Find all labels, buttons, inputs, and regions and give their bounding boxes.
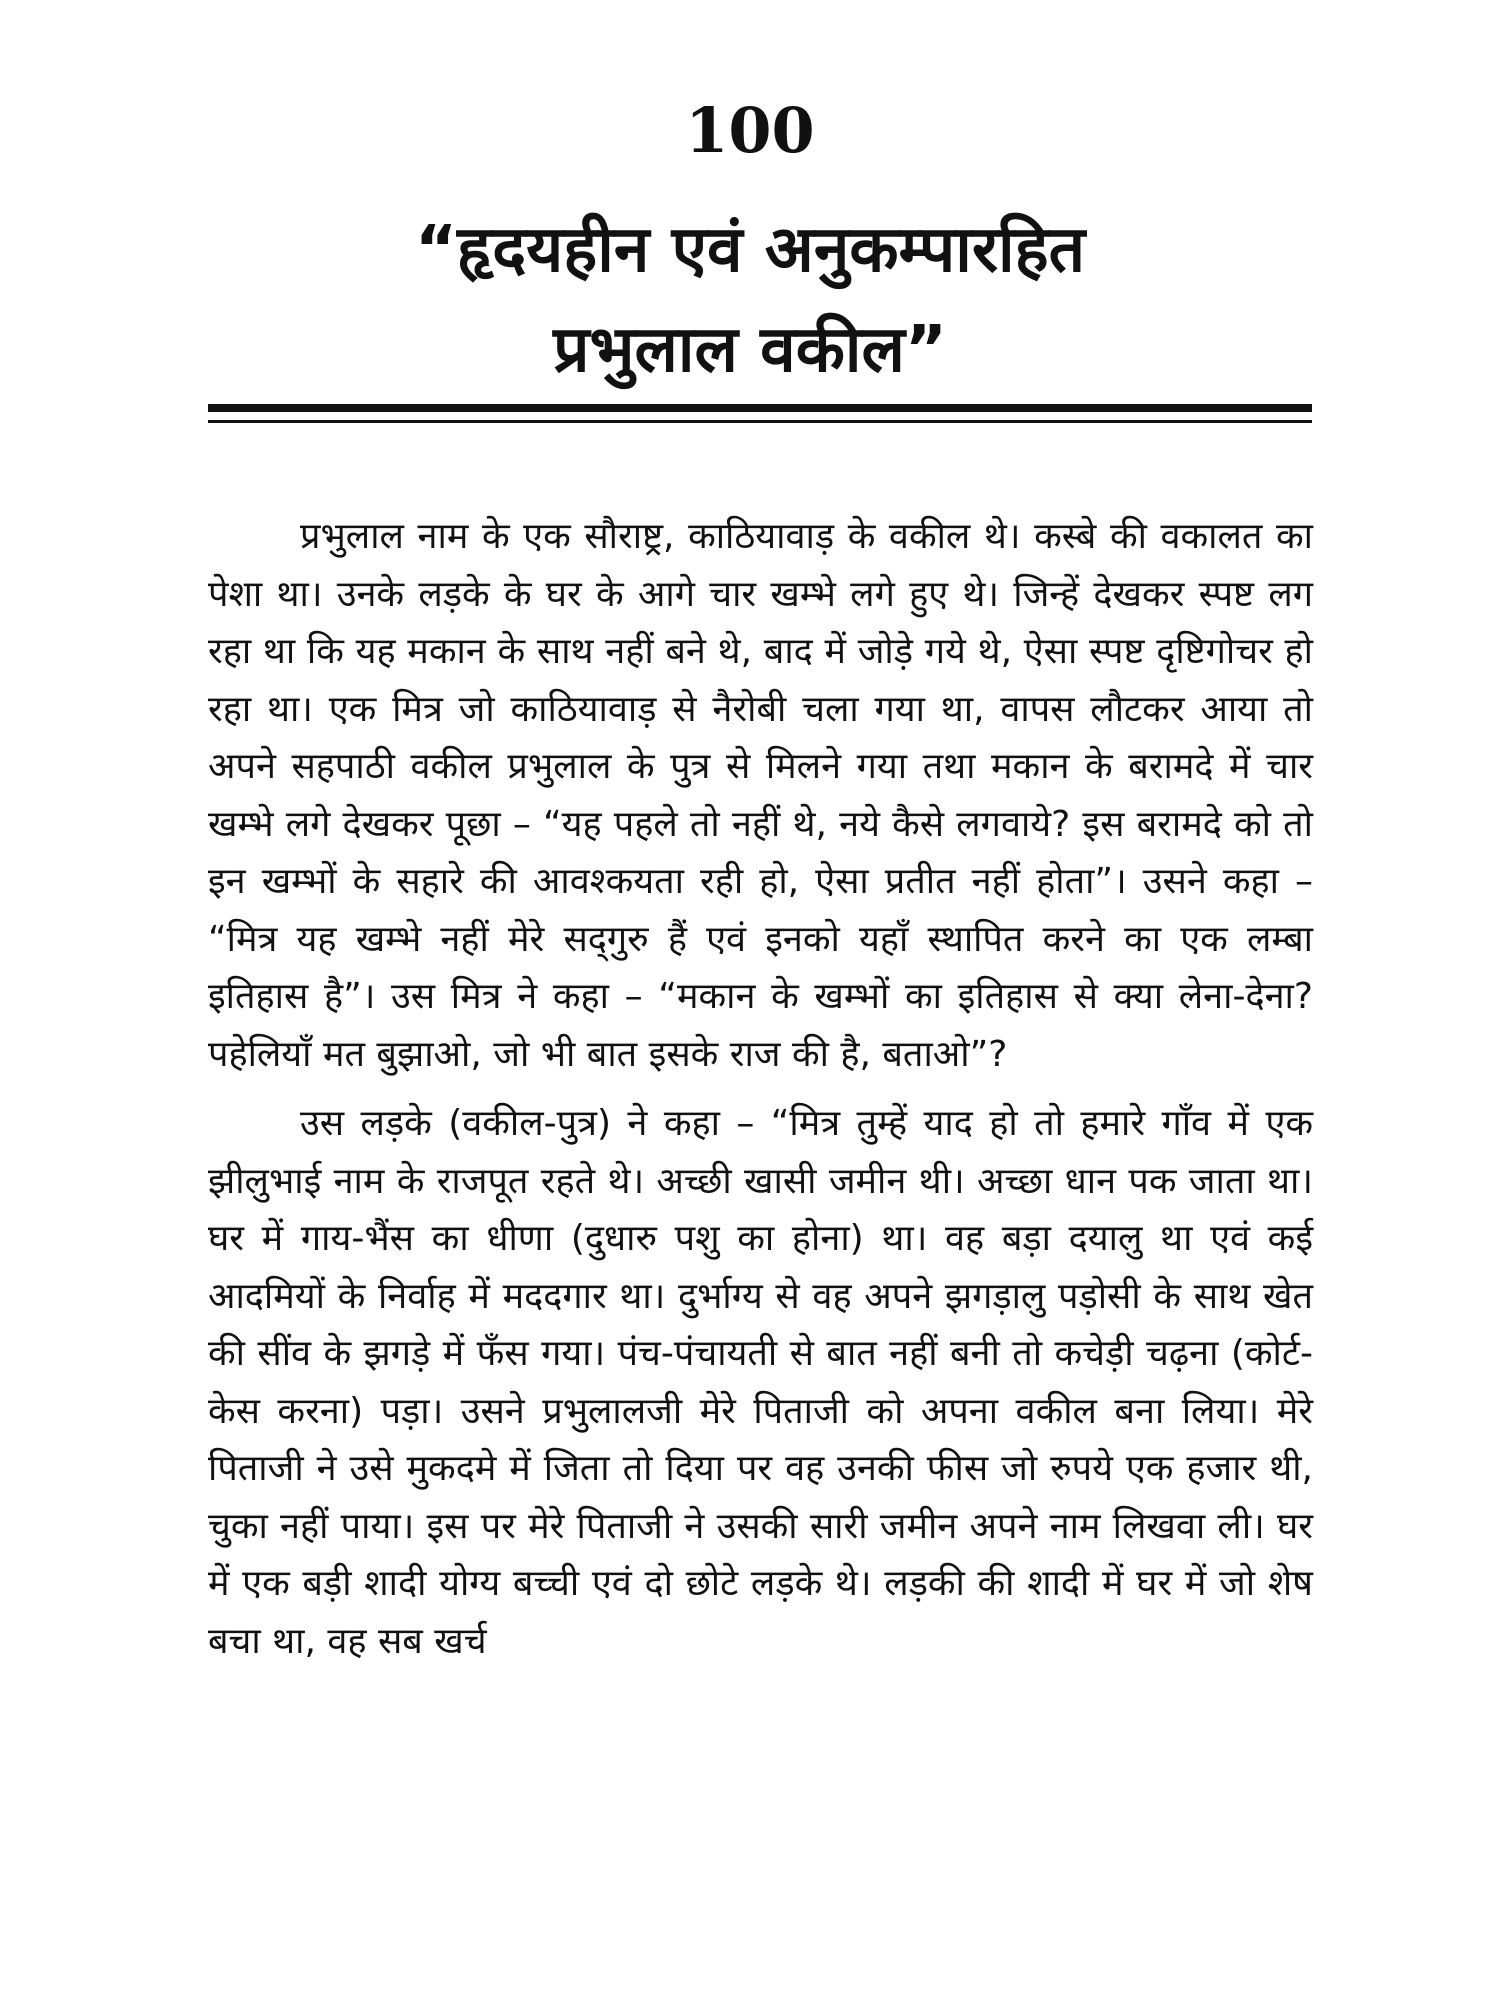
chapter-number: 100 bbox=[685, 94, 815, 167]
chapter-body bbox=[208, 508, 1313, 1670]
chapter-title bbox=[0, 200, 1500, 400]
title-divider-thick bbox=[208, 404, 1312, 412]
title-divider-thin bbox=[208, 420, 1312, 423]
paragraph-1: प्रभुलाल नाम के एक सौराष्ट्र, काठियावाड़ के वकील थे। कस्बे की वकालत का पेशा था। उनके लड़के के घर के आगे चार खम्भे लगे हुए थे। जिन्हें देखकर स्पष्ट लग रहा था कि यह मकान के साथ नहीं बने थे, बाद में जोड़े गये थे, ऐसा स्पष्ट दृष्टिगोचर हो रहा था। एक मित्र जो काठियावाड़ से नैरोबी चला गया था, वापस लौटकर आया तो अपने सहपाठी वकील प्रभुलाल के पुत्र से मिलने गया तथा मकान के बरामदे में चार खम्भे लगे देखकर पूछा – “यह पहले तो नहीं थे, नये कैसे लगवाये? इस बरामदे को तो इन खम्भों के सहारे की आवश्कयता रही हो, ऐसा प्रतीत नहीं होता”। उसने कहा – “मित्र यह खम्भे नहीं मेरे सद्‌गुरु हैं एवं इनको यहाँ स्थापित करने का एक लम्बा इतिहास है”। उस मित्र ने कहा – “मकान के खम्भों का इतिहास से क्या लेना-देना? पहेलियाँ मत बुझाओ, जो भी बात इसके राज की है, बताओ”? bbox=[208, 516, 1313, 1075]
chapter-title-line-1: “हृदयहीन एवं अनुकम्पारहित bbox=[414, 213, 1086, 287]
chapter-title-line-2: प्रभुलाल वकील” bbox=[553, 313, 947, 387]
paragraph-2: उस लड़के (वकील-पुत्र) ने कहा – “मित्र तुम्हें याद हो तो हमारे गाँव में एक झीलुभाई नाम के राजपूत रहते थे। अच्छी खासी जमीन थी। अच्छा धान पक जाता था। घर में गाय-भैंस का धीणा (दुधारु पशु का होना) था। वह बड़ा दयालु था एवं कई आदमियों के निर्वाह में मददगार था। दुर्भाग्य से वह अपने झगड़ालु पड़ोसी के साथ खेत की सींव के झगड़े में फँस गया। पंच-पंचायती से बात नहीं बनी तो कचेड़ी चढ़ना (कोर्ट-केस करना) पड़ा। उसने प्रभुलालजी मेरे पिताजी को अपना वकील बना लिया। मेरे पिताजी ने उसे मुकदमे में जिता तो दिया पर वह उनकी फीस जो रुपये एक हजार थी, चुका नहीं पाया। इस पर मेरे पिताजी ने उसकी सारी जमीन अपने नाम लिखवा ली। घर में एक बड़ी शादी योग्य बच्ची एवं दो छोटे लड़के थे। लड़की की शादी में घर में जो शेष बचा था, वह सब खर्च bbox=[208, 1103, 1313, 1662]
